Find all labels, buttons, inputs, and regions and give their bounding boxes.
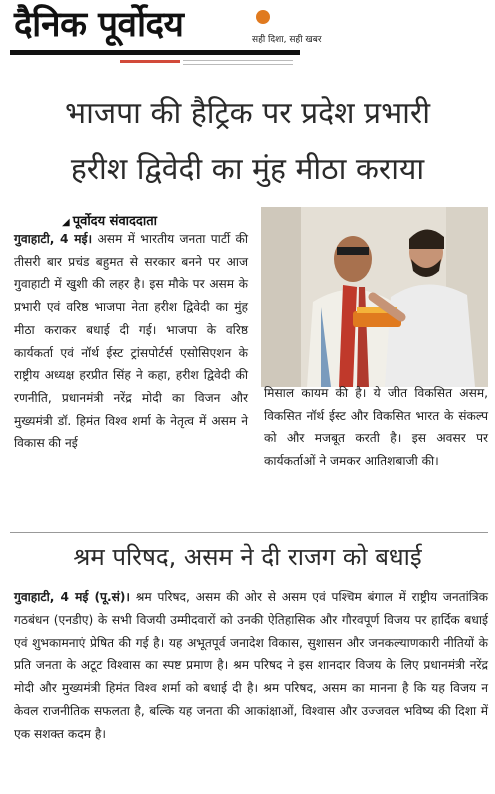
story1-headline-line2: हरीश द्विवेदी का मुंह मीठा कराया (70, 152, 425, 187)
newspaper-tagline: सही दिशा, सही खबर (252, 35, 322, 45)
story1-headline-line1: भाजपा की हैट्रिक पर प्रदेश प्रभारी (65, 96, 430, 131)
story1-headline (0, 86, 495, 198)
masthead-stripe (120, 60, 180, 63)
section-divider (10, 532, 488, 533)
masthead (0, 0, 495, 82)
story2-dateline: गुवाहाटी, 4 मई (पू.सं)। (14, 590, 131, 604)
story2-body (14, 586, 488, 746)
story2-body-text: श्रम परिषद, असम की ओर से असम एवं पश्चिम बंगाल में राष्ट्रीय जनतांत्रिक गठबंधन (एनडीए) के सभी विजयी उम्मीदवारों को उनकी ऐतिहासिक और गौरवपूर्ण विजय पर हार्दिक बधाई एवं शुभकामनाएं प्रेषित की गई है। यह अभूतपूर्व जनादेश विकास, सुशासन और जनकल्याणकारी नीतियों के प्रति जनता के अटूट विश्वास का स्पष्ट प्रमाण है। श्रम परिषद ने इस शानदार विजय के लिए प्रधानमंत्री नरेंद्र मोदी और मुख्यमंत्री हिमंत विश्व शर्मा को बधाई दी है। श्रम परिषद, असम का मानना है कि यह विजय न केवल राजनीतिक सफलता है, बल्कि यह जनता की आकांक्षाओं, विश्वास और उज्जवल भविष्य की दिशा में एक सशक्त कदम है। (14, 590, 489, 741)
logo-dot-icon (256, 10, 270, 24)
story1-body-left-text: असम में भारतीय जनता पार्टी की तीसरी बार प्रचंड बहुमत से सरकार बनने पर आज गुवाहाटी में खुशी की लहर है। इस मौके पर असम के प्रभारी एवं वरिष्ठ भाजपा नेता हरीश द्विवेदी का मुंह मीठा कराकर बधाई दी गई। भाजपा के वरिष्ठ कार्यकर्ता एवं नॉर्थ ईस्ट ट्रांसपोर्टर्स एसोसिएशन के राष्ट्रीय अध्यक्ष हरप्रीत सिंह ने कहा, हरीश द्विवेदी की रणनीति, प्रधानमंत्री नरेंद्र मोदी का विजन और मुख्यमंत्री डॉ. हिमंत विश्व शर्मा के नेतृत्व में असम ने विकास की नई (14, 232, 248, 451)
story1-body-left (14, 228, 248, 455)
masthead-lines (183, 60, 293, 65)
byline-triangle-icon: ◢ (62, 217, 70, 228)
photo-illustration (261, 207, 488, 387)
byline-text: पूर्वोदय संवाददाता (72, 214, 157, 229)
story1-dateline: गुवाहाटी, 4 मई। (14, 232, 93, 246)
story1-body-right: मिसाल कायम की है। ये जीत विकसित असम, विकसित नॉर्थ ईस्ट और विकसित भारत के संकल्प को और मजबूत करती है। इस अवसर पर कार्यकर्ताओं ने जमकर आतिशबाजी की। (264, 386, 488, 469)
story2-headline: श्रम परिषद, असम ने दी राजग को बधाई (73, 543, 422, 571)
story1-photo (261, 207, 488, 387)
story1-byline (62, 211, 157, 229)
newspaper-name: दैनिक पूर्वोदय (14, 5, 184, 45)
masthead-rule (10, 50, 300, 55)
